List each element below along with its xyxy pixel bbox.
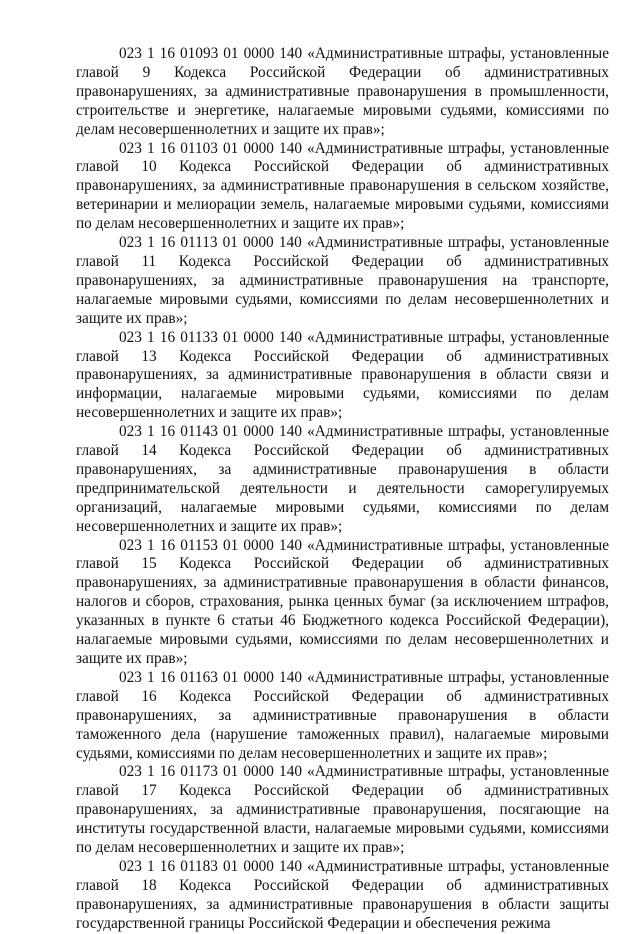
paragraph-chapter-10: 023 1 16 01103 01 0000 140 «Административные штрафы, установленные главой 10 Кодекса Российской Федерации об административных правонарушениях, за административные правонарушения в сельском хозяйстве, ветеринарии и мелиорации земель, налагаемые мировыми судьями, комиссиями по делам несовершеннолетних и защите их прав»; (76, 139, 609, 233)
paragraph-chapter-11: 023 1 16 01113 01 0000 140 «Административные штрафы, установленные главой 11 Кодекса Российской Федерации об административных правонарушениях, за административные правонарушения на транспорте, налагаемые мировыми судьями, комиссиями по делам несовершеннолетних и защите их прав»; (76, 234, 609, 327)
paragraph-chapter-13: 023 1 16 01133 01 0000 140 «Административные штрафы, установленные главой 13 Кодекса Российской Федерации об административных правонарушениях, за административные правонарушения в области связи и информации, налагаемые мировыми судьями, комиссиями по делам несовершеннолетних и защите их прав»; (76, 328, 609, 422)
document-body (76, 45, 609, 934)
paragraph-chapter-16: 023 1 16 01163 01 0000 140 «Административные штрафы, установленные главой 16 Кодекса Российской Федерации об административных правонарушениях, за административные правонарушения в области таможенного дела (нарушение таможенных правил), налагаемые мировыми судьями, комиссиями по делам несовершеннолетних и защите их прав»; (76, 668, 609, 762)
paragraph-chapter-18: 023 1 16 01183 01 0000 140 «Административные штрафы, установленные главой 18 Кодекса Российской Федерации об административных правонарушениях, за административные правонарушения в области защиты государственной границы Российской Федерации и обеспечения режима (76, 857, 609, 932)
paragraph-chapter-15: 023 1 16 01153 01 0000 140 «Административные штрафы, установленные главой 15 Кодекса Российской Федерации об административных правонарушениях, за административные правонарушения в области финансов, налогов и сборов, страхования, рынка ценных бумаг (за исключением штрафов, указанных в пункте 6 статьи 46 Бюджетного кодекса Российской Федерации), налагаемые мировыми судьями, комиссиями по делам несовершеннолетних и защите их прав»; (76, 536, 609, 667)
paragraph-chapter-17: 023 1 16 01173 01 0000 140 «Административные штрафы, установленные главой 17 Кодекса Российской Федерации об административных правонарушениях, за административные правонарушения, посягающие на институты государственной власти, налагаемые мировыми судьями, комиссиями по делам несовершеннолетних и защите их прав»; (76, 763, 609, 857)
paragraph-chapter-14: 023 1 16 01143 01 0000 140 «Административные штрафы, установленные главой 14 Кодекса Российской Федерации об административных правонарушениях, за административные правонарушения в области предпринимательской деятельности и деятельности саморегулируемых организаций, налагаемые мировыми судьями, комиссиями по делам несовершеннолетних и защите их прав»; (76, 423, 609, 535)
paragraph-chapter-9: 023 1 16 01093 01 0000 140 «Административные штрафы, установленные главой 9 Кодекса Российской Федерации об административных правонарушениях, за административные правонарушения в промышленности, строительстве и энергетике, налагаемые мировыми судьями, комиссиями по делам несовершеннолетних и защите их прав»; (76, 45, 609, 138)
